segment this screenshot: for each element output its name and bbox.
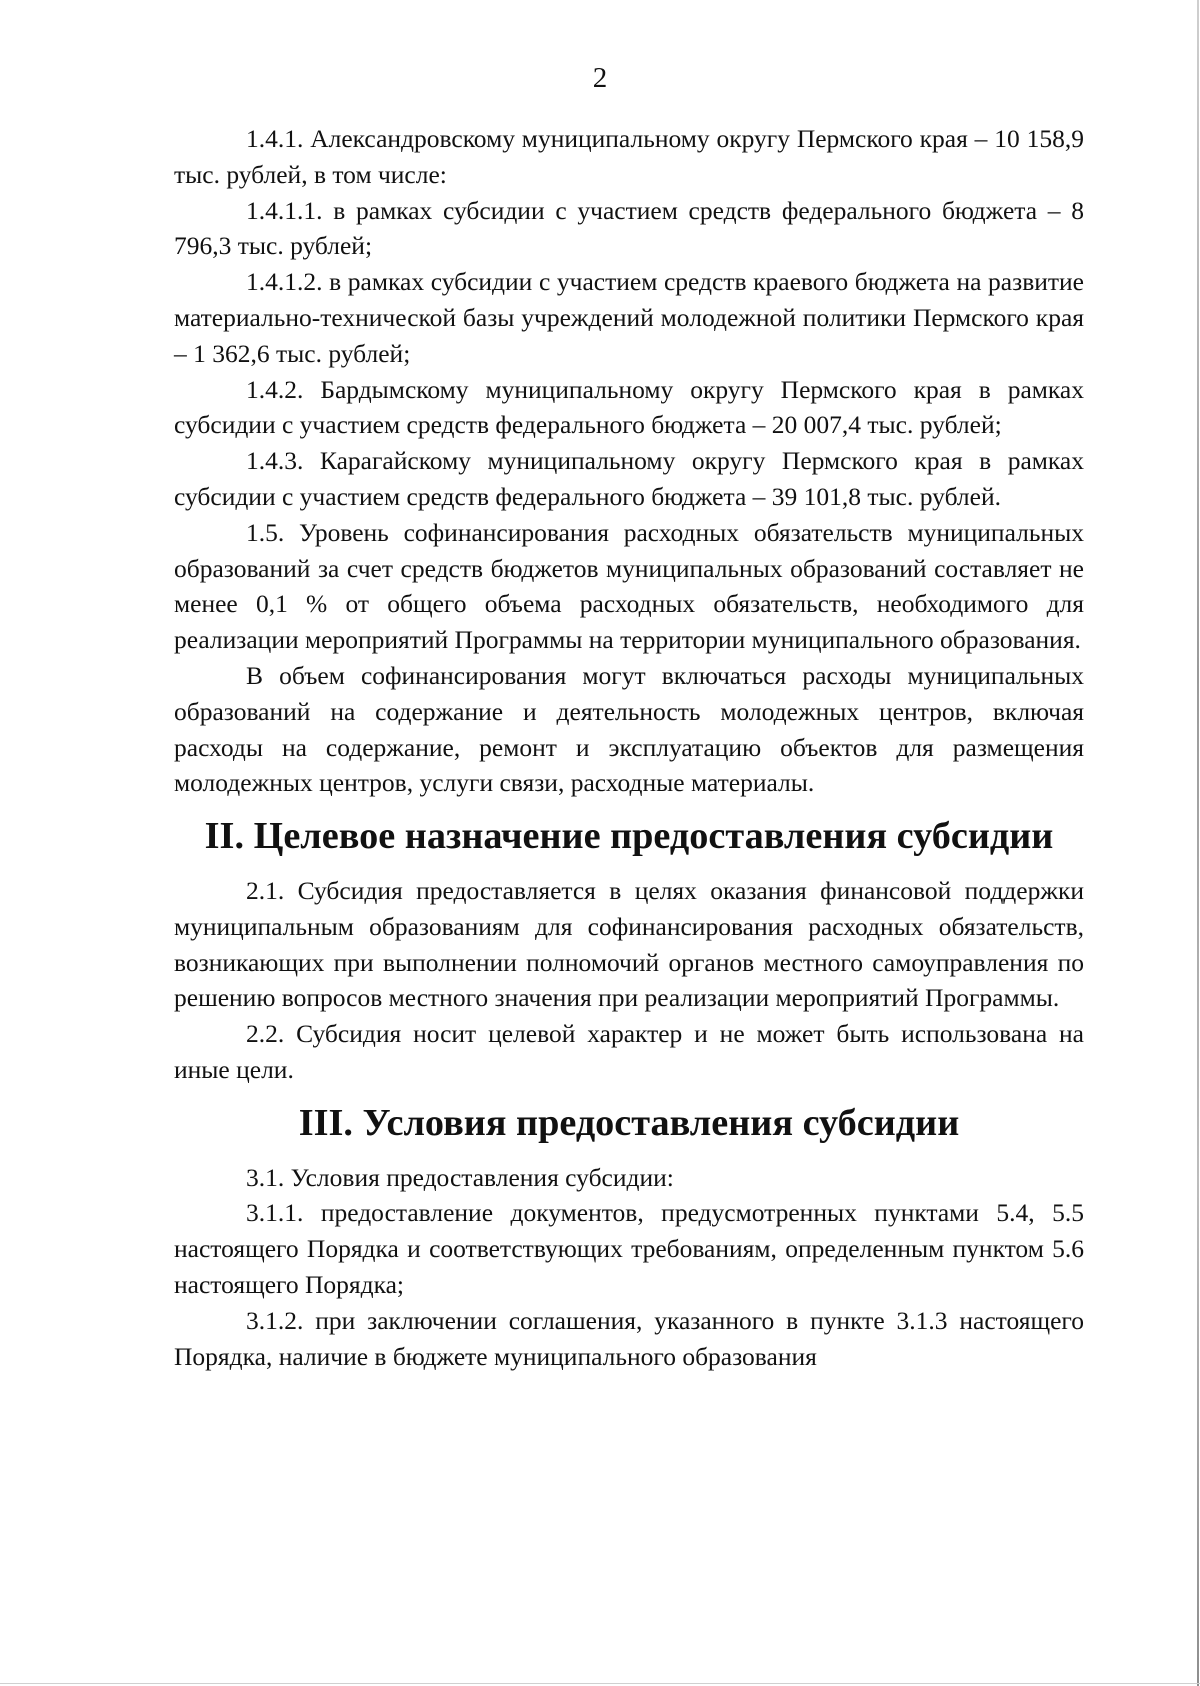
paragraph-3-1: 3.1. Условия предоставления субсидии: <box>246 1162 674 1192</box>
section-heading-3: III. Условия предоставления субсидии <box>298 1101 960 1144</box>
page-number: 2 <box>592 62 608 94</box>
paragraph-1-4-3: 1.4.3. Карагайскому муниципальному округу Пермского края в рамках субсидии с участием средств федерального бюджета – 39 101,8 тыс. рублей. <box>174 446 1084 511</box>
scan-edge-right <box>1197 0 1199 1686</box>
paragraph-2-1: 2.1. Субсидия предоставляется в целях оказания финансовой поддержки муниципальным образованиям для софинансирования расходных обязательств, возникающих при выполнении полномочий органов местного самоуправления по решению вопросов местного значения при реализации мероприятий Программы. <box>174 875 1084 1013</box>
scan-edge-bottom <box>0 1683 1200 1684</box>
paragraph-1-4-1-1: 1.4.1.1. в рамках субсидии с участием средств федерального бюджета – 8 796,3 тыс. рублей; <box>174 195 1084 261</box>
paragraph-3-1-2: 3.1.2. при заключении соглашения, указанного в пункте 3.1.3 настоящего Порядка, наличие в бюджете муниципального образования <box>174 1305 1084 1371</box>
paragraph-1-4-1: 1.4.1. Александровскому муниципальному округу Пермского края – 10 158,9 тыс. рублей, в том числе: <box>174 124 1084 189</box>
paragraph-1-4-1-2: 1.4.1.2. в рамках субсидии с участием средств краевого бюджета на развитие материально-технической базы учреждений молодежной политики Пермского края – 1 362,6 тыс. рублей; <box>174 267 1084 368</box>
paragraph-2-2: 2.2. Субсидия носит целевой характер и не может быть использована на иные цели. <box>174 1019 1084 1084</box>
paragraph-1-5: 1.5. Уровень софинансирования расходных обязательств муниципальных образований за счет средств бюджетов муниципальных образований составляет не менее 0,1 % от общего объема расходных обязательств, необходимого для реализации мероприятий Программы на территории муниципального образования. <box>174 517 1084 655</box>
paragraph-1-4-2: 1.4.2. Бардымскому муниципальному округу Пермского края в рамках субсидии с участием средств федерального бюджета – 20 007,4 тыс. рублей; <box>174 374 1084 440</box>
paragraph-cofinancing-scope: В объем софинансирования могут включаться расходы муниципальных образований на содержание и деятельность молодежных центров, включая расходы на содержание, ремонт и эксплуатацию объектов для размещения молодежных центров, услуги связи, расходные материалы. <box>174 660 1084 798</box>
paragraph-3-1-1: 3.1.1. предоставление документов, предусмотренных пунктами 5.4, 5.5 настоящего Порядка и соответствующих требованиям, определенным пунктом 5.6 настоящего Порядка; <box>174 1198 1084 1299</box>
section-heading-2: II. Целевое назначение предоставления субсидии <box>204 815 1054 858</box>
document-body <box>174 121 1084 1374</box>
